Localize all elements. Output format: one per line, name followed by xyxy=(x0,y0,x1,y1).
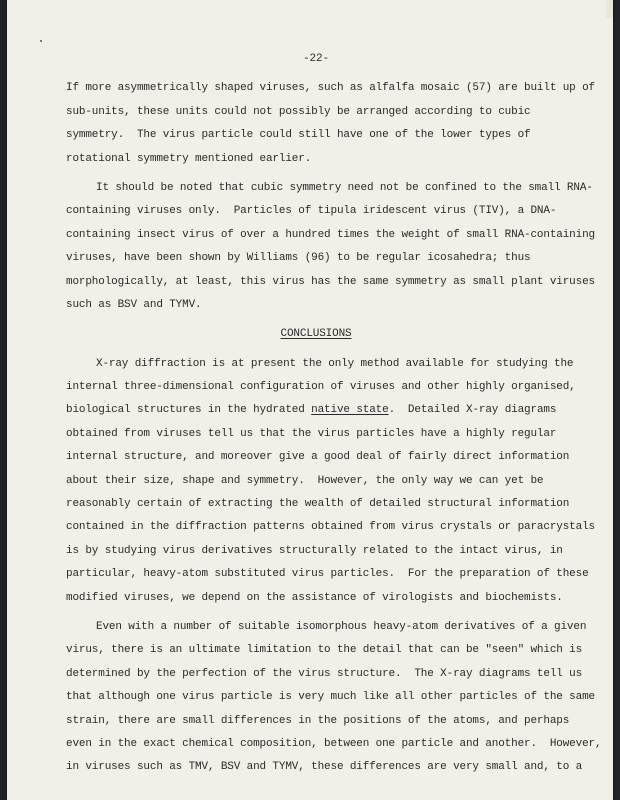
page-number: -22- xyxy=(303,53,329,65)
text-line: such as BSV and TYMV. xyxy=(66,298,202,311)
text-line: contained in the diffraction patterns obtained from virus crystals or paracrystals xyxy=(66,521,595,534)
underlined-phrase: native state xyxy=(311,404,389,417)
text-line: reasonably certain of extracting the wealth of detailed structural information xyxy=(66,498,570,511)
text-line: It should be noted that cubic symmetry need not be confined to the small RNA- xyxy=(96,181,593,194)
text-line: obtained from viruses tell us that the virus particles have a highly regular xyxy=(66,427,557,440)
text-line: symmetry. The virus particle could still have one of the lower types of xyxy=(66,129,531,142)
paragraph-4 xyxy=(66,616,602,780)
margin-dot xyxy=(40,40,42,42)
text-line: even in the exact chemical composition, between one particle and another. However, xyxy=(66,737,602,750)
paragraph-2 xyxy=(66,177,595,317)
text-line: virus, there is an ultimate limitation to the detail that can be "seen" which is xyxy=(66,644,583,657)
conclusions-heading: CONCLUSIONS xyxy=(280,328,352,341)
text-line: internal three-dimensional configuration of viruses and other highly organised, xyxy=(66,381,576,394)
document-page xyxy=(7,0,613,800)
text-line: rotational symmetry mentioned earlier. xyxy=(66,152,312,165)
text-line: Even with a number of suitable isomorphous heavy-atom derivatives of a given xyxy=(96,620,587,633)
text-line xyxy=(66,399,566,422)
typed-text-body xyxy=(66,48,602,780)
page-corner-tab xyxy=(606,0,613,18)
paragraph-3 xyxy=(66,353,595,610)
text-line: that although one virus particle is very much like all other particles of the same xyxy=(66,691,595,704)
text-fragment: biological structures in the hydrated xyxy=(66,404,312,417)
text-line: containing insect virus of over a hundred times the weight of small RNA-containing xyxy=(66,228,595,241)
text-line: containing viruses only. Particles of tipula iridescent virus (TIV), a DNA- xyxy=(66,205,557,218)
section-heading xyxy=(66,323,566,346)
text-line: is by studying virus derivatives structurally related to the intact virus, in xyxy=(66,544,563,557)
text-line: particular, heavy-atom substituted virus particles. For the preparation of these xyxy=(66,568,589,581)
text-line: modified viruses, we depend on the assistance of virologists and biochemists. xyxy=(66,591,563,604)
text-line: in viruses such as TMV, BSV and TYMV, these differences are very small and, to a xyxy=(66,761,583,774)
text-line: strain, there are small differences in the positions of the atoms, and perhaps xyxy=(66,714,570,727)
text-line: If more asymmetrically shaped viruses, such as alfalfa mosaic (57) are built up of xyxy=(66,82,595,95)
text-fragment: . Detailed X-ray diagrams xyxy=(388,404,557,417)
text-line: morphologically, at least, this virus has the same symmetry as small plant viruses xyxy=(66,275,595,288)
text-line: X-ray diffraction is at present the only method available for studying the xyxy=(96,357,574,370)
text-line: about their size, shape and symmetry. However, the only way we can yet be xyxy=(66,474,544,487)
paragraph-1 xyxy=(66,77,595,171)
text-line: viruses, have been shown by Williams (96) to be regular icosahedra; thus xyxy=(66,252,531,265)
text-line: sub-units, these units could not possibly be arranged according to cubic xyxy=(66,105,531,118)
text-line: internal structure, and moreover give a good deal of fairly direct information xyxy=(66,451,570,464)
text-line: determined by the perfection of the virus structure. The X-ray diagrams tell us xyxy=(66,667,583,680)
